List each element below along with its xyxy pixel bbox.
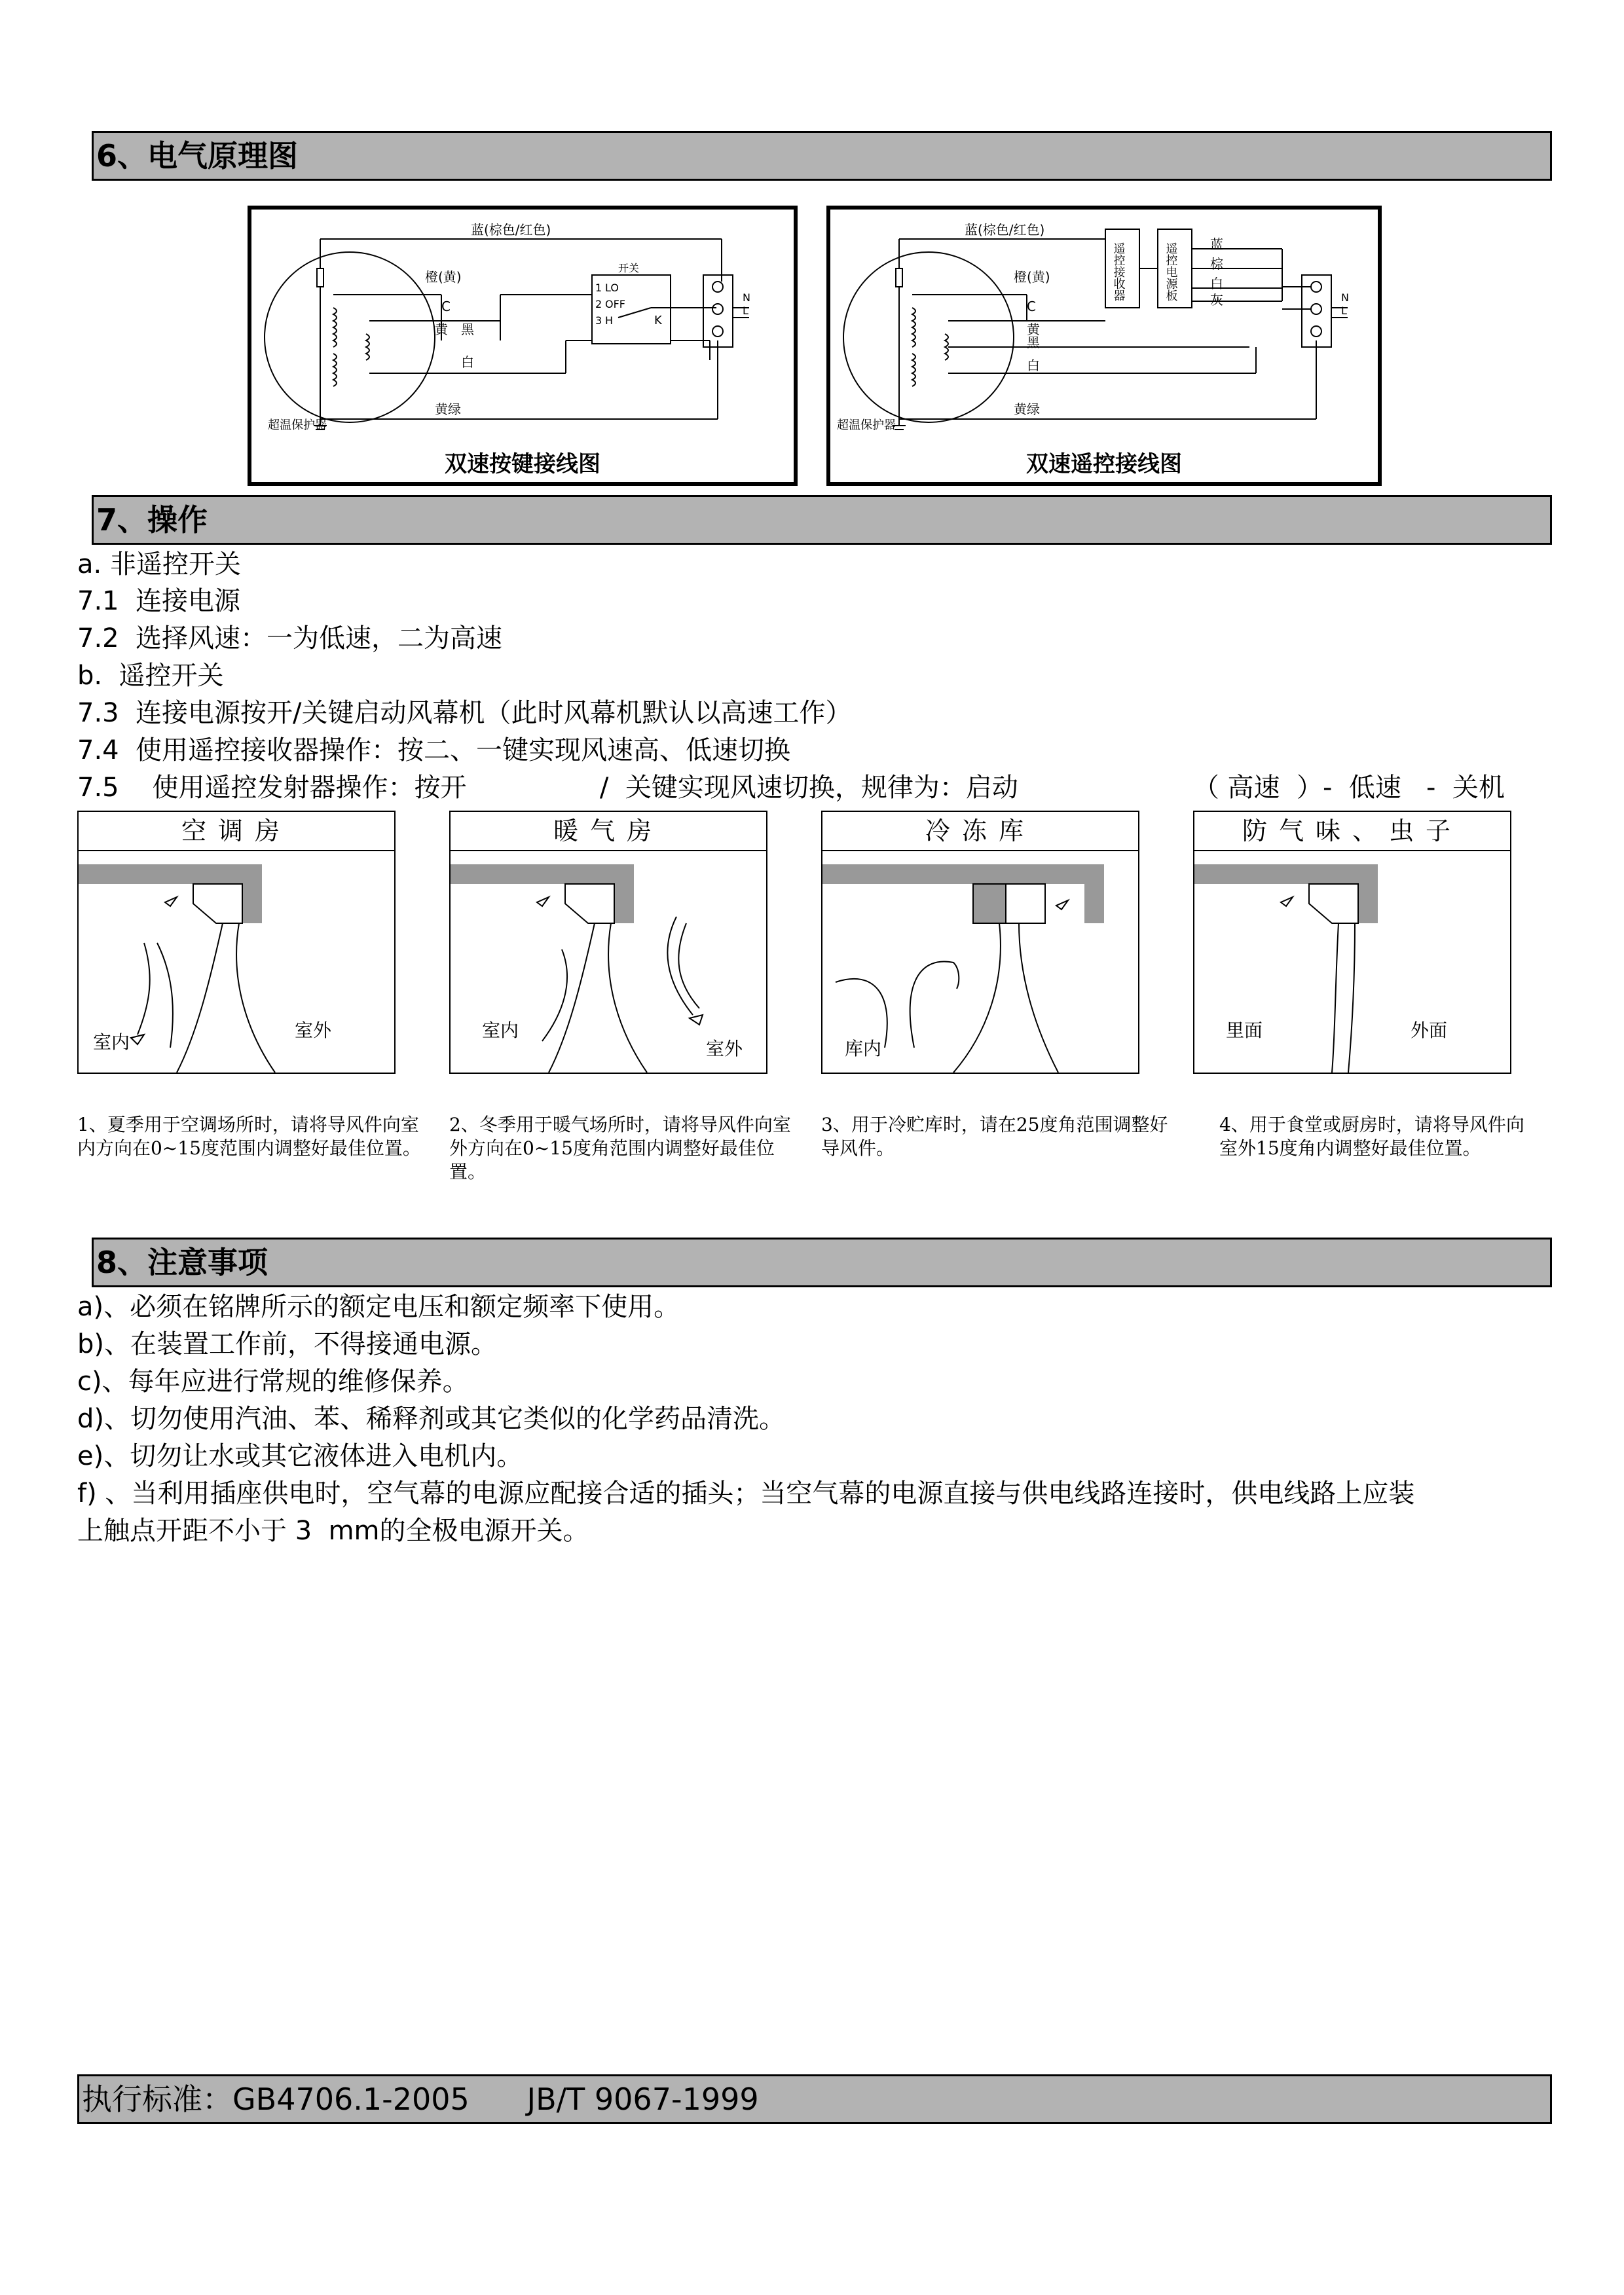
wire-label-c: C bbox=[441, 299, 451, 314]
diagram-caption-left: 双速按键接线图 bbox=[445, 451, 600, 477]
caution-c: c)、每年应进行常规的维修保养。 bbox=[77, 1367, 469, 1397]
wire-label-white-r: 白 bbox=[1027, 358, 1040, 373]
switch-h: H bbox=[605, 314, 614, 327]
op-line-7-1: 7.1 连接电源 bbox=[77, 586, 241, 616]
wire-label-brown: 棕 bbox=[1210, 256, 1223, 272]
wire-label-blue: 蓝(棕色/红色) bbox=[471, 222, 551, 238]
panel-right-label: 外面 bbox=[1411, 1019, 1448, 1041]
wire-label-orange-r: 橙(黄) bbox=[1014, 269, 1050, 285]
wire-label-orange: 橙(黄) bbox=[425, 269, 462, 285]
wiring-diagram-remote bbox=[826, 206, 1382, 486]
wiring-diagram-button bbox=[248, 206, 798, 486]
wire-label-yellow-green: 黄绿 bbox=[435, 401, 461, 417]
usage-panel-odor-insects bbox=[1193, 811, 1511, 1074]
terminal-n: N bbox=[743, 291, 750, 304]
terminal-l-r: L bbox=[1341, 304, 1347, 317]
switch-pos-3: 3 bbox=[595, 314, 602, 327]
overheat-protector-label: 超温保护器 bbox=[268, 418, 327, 432]
panel-title: 空调房 bbox=[79, 812, 394, 851]
panel-title: 防气味、虫子 bbox=[1194, 812, 1510, 851]
op-line-7-4: 7.4 使用遥控接收器操作：按二、一键实现风速高、低速切换 bbox=[77, 735, 791, 765]
remote-power-board-label: 遥控电源板 bbox=[1164, 242, 1178, 301]
panel-title: 暖气房 bbox=[451, 812, 766, 851]
caution-e: e)、切勿让水或其它液体进入电机内。 bbox=[77, 1441, 523, 1471]
wire-label-blue-2: 蓝 bbox=[1210, 236, 1223, 252]
usage-note-3: 3、用于冷贮库时，请在25度角范围调整好导风件。 bbox=[821, 1114, 1168, 1159]
terminal-l: L bbox=[743, 304, 748, 317]
section-7-title: 7、操作 bbox=[96, 502, 208, 538]
section-6-header bbox=[92, 131, 1552, 181]
switch-k: K bbox=[654, 314, 662, 327]
panel-right-label: 室外 bbox=[706, 1038, 743, 1059]
op-line-b: b. 遥控开关 bbox=[77, 661, 224, 691]
wire-label-black: 黑 bbox=[461, 321, 474, 337]
switch-off: OFF bbox=[605, 298, 625, 310]
overheat-protector-label-r: 超温保护器 bbox=[837, 418, 896, 432]
wire-label-blue-r: 蓝(棕色/红色) bbox=[965, 222, 1045, 238]
wiring-schematic-right bbox=[830, 210, 1378, 458]
wire-label-white: 白 bbox=[461, 354, 474, 370]
wire-label-yellow-green-r: 黄绿 bbox=[1014, 401, 1040, 417]
op-line-7-5: 7.5 使用遥控发射器操作：按开 / 关键实现风速切换，规律为：启动 （ 高速 ）- 低速 - 关机 bbox=[77, 773, 1505, 803]
standard-footer bbox=[77, 2074, 1552, 2124]
usage-note-2: 2、冬季用于暖气场所时，请将导风件向室外方向在0~15度角范围内调整好最佳位置。 bbox=[449, 1114, 791, 1183]
usage-panel-cold-storage bbox=[821, 811, 1139, 1074]
caution-f: f) 、当利用插座供电时，空气幕的电源应配接合适的插头；当空气幕的电源直接与供电线路连接时，供电线路上应装 bbox=[77, 1478, 1415, 1509]
caution-a: a)、必须在铭牌所示的额定电压和额定频率下使用。 bbox=[77, 1292, 680, 1322]
section-8-header bbox=[92, 1238, 1552, 1287]
panel-left-label: 库内 bbox=[845, 1038, 882, 1059]
panel-left-label: 室内 bbox=[482, 1019, 519, 1041]
panel-left-label: 里面 bbox=[1226, 1019, 1263, 1041]
switch-lo: LO bbox=[605, 282, 619, 294]
wire-label-grey: 灰 bbox=[1210, 292, 1223, 308]
usage-panel-ac-room bbox=[77, 811, 396, 1074]
caution-f-cont: 上触点开距不小于 3 mm的全极电源开关。 bbox=[77, 1516, 589, 1546]
terminal-n-r: N bbox=[1341, 291, 1349, 304]
caution-d: d)、切勿使用汽油、苯、稀释剂或其它类似的化学药品清洗。 bbox=[77, 1404, 785, 1434]
panel-title: 冷冻库 bbox=[822, 812, 1138, 851]
section-6-title: 6、电气原理图 bbox=[96, 138, 299, 174]
diagram-caption-right: 双速遥控接线图 bbox=[1026, 451, 1182, 477]
section-7-header bbox=[92, 495, 1552, 545]
op-line-a: a. 非遥控开关 bbox=[77, 549, 241, 579]
panel-left-label: 室内 bbox=[93, 1031, 130, 1053]
panel-right-label: 室外 bbox=[295, 1019, 332, 1041]
wire-label-yellow-r: 黄 bbox=[1027, 321, 1040, 337]
switch-label: 开关 bbox=[618, 262, 640, 274]
wiring-schematic-left bbox=[251, 210, 794, 458]
wire-label-white-2: 白 bbox=[1210, 276, 1223, 291]
caution-b: b)、在装置工作前，不得接通电源。 bbox=[77, 1329, 497, 1359]
wire-label-black-r: 黑 bbox=[1027, 335, 1040, 350]
section-8-title: 8、注意事项 bbox=[96, 1245, 268, 1280]
wire-label-c-r: C bbox=[1027, 299, 1036, 314]
usage-note-1: 1、夏季用于空调场所时，请将导风件向室内方向在0~15度范围内调整好最佳位置。 bbox=[77, 1114, 421, 1159]
switch-pos-1: 1 bbox=[595, 282, 602, 294]
op-line-7-2: 7.2 选择风速：一为低速，二为高速 bbox=[77, 623, 503, 653]
standard-text: 执行标准：GB4706.1-2005 JB/T 9067-1999 bbox=[82, 2082, 759, 2117]
remote-receiver-label: 遥控接收器 bbox=[1111, 242, 1126, 301]
usage-panel-heated-room bbox=[449, 811, 767, 1074]
wire-label-yellow: 黄 bbox=[435, 321, 448, 337]
usage-note-4: 4、用于食堂或厨房时，请将导风件向室外15度角内调整好最佳位置。 bbox=[1219, 1114, 1524, 1159]
switch-pos-2: 2 bbox=[595, 298, 602, 310]
op-line-7-3: 7.3 连接电源按开/关键启动风幕机（此时风幕机默认以高速工作） bbox=[77, 698, 852, 728]
